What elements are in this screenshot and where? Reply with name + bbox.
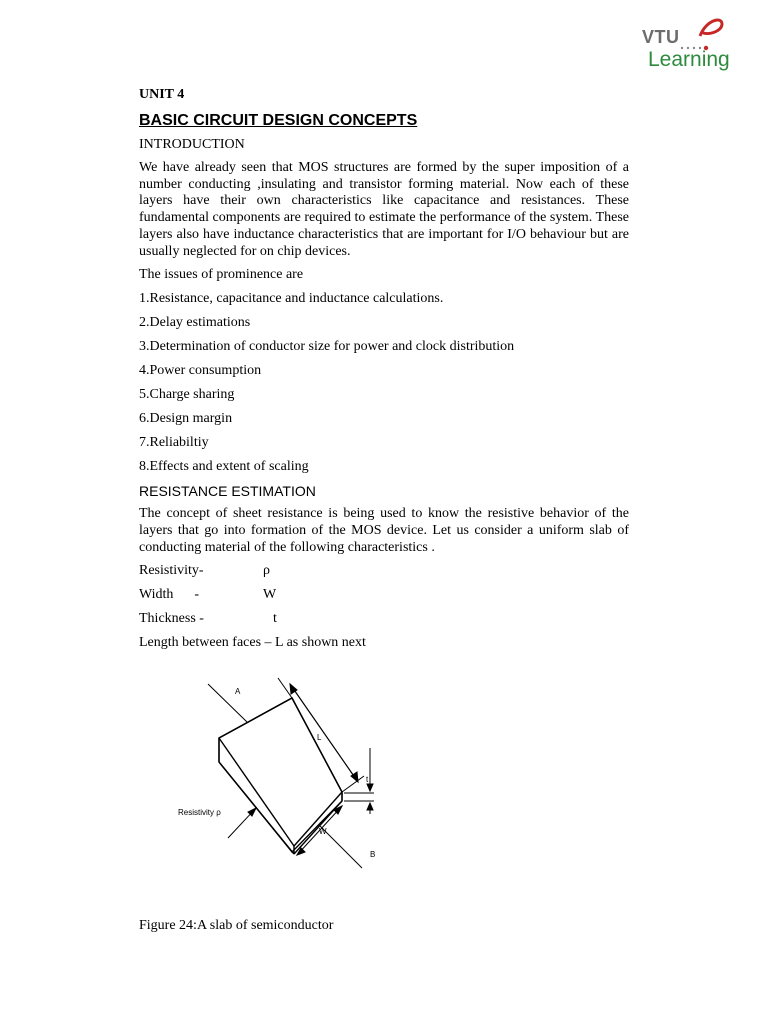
- issue-item: 3.Determination of conductor size for power and clock distribution: [139, 339, 515, 355]
- length-line: Length between faces – L as shown next: [139, 635, 366, 651]
- page-title: BASIC CIRCUIT DESIGN CONCEPTS: [139, 112, 418, 129]
- figure-label-w: W: [319, 827, 327, 836]
- issue-item: 8.Effects and extent of scaling: [139, 459, 309, 475]
- figure-caption: Figure 24:A slab of semiconductor: [139, 918, 334, 933]
- logo-vtu-text: VTU: [642, 27, 680, 47]
- issue-item: 2.Delay estimations: [139, 315, 251, 331]
- property-symbol: ρ: [263, 563, 270, 579]
- issue-item: 1.Resistance, capacitance and inductance calculations.: [139, 291, 444, 307]
- issues-list: [139, 290, 629, 476]
- intro-paragraph: We have already seen that MOS structures are formed by the super imposition of a number conducting ,insulating and transistor forming material. Now each of these layers have their own characteristics like capacitance and resistances. These fundamental components are required to estimate the performance of the system. These layers also have inductance characteristics that are important for I/O behaviour but are usually neglected for on chip devices.: [139, 160, 629, 259]
- vtu-elearning-logo: [638, 10, 738, 74]
- property-symbol: t: [273, 611, 277, 627]
- logo-learning-text: Learning: [648, 48, 730, 71]
- issue-item: 6.Design margin: [139, 411, 233, 427]
- issues-intro: The issues of prominence are: [139, 267, 304, 283]
- property-name: Thickness -: [139, 611, 204, 627]
- figure-label-a: A: [235, 687, 241, 696]
- resistance-paragraph: The concept of sheet resistance is being used to know the resistive behavior of the layers that go into formation of the MOS device. Let us consider a uniform slab of conducting material of the following characteristics .: [139, 506, 629, 555]
- properties-list: [139, 562, 629, 628]
- slab-figure: [172, 674, 392, 874]
- unit-label: UNIT 4: [139, 87, 185, 102]
- property-name: Resistivity-: [139, 563, 204, 579]
- issue-item: 7.Reliabiltiy: [139, 435, 209, 451]
- property-row: [139, 562, 629, 580]
- intro-label: INTRODUCTION: [139, 137, 245, 152]
- property-symbol: W: [263, 587, 277, 603]
- document-page: [139, 86, 629, 652]
- figure-label-resistivity: Resistivity ρ: [178, 808, 221, 817]
- issue-item: 5.Charge sharing: [139, 387, 235, 403]
- issue-item: 4.Power consumption: [139, 363, 262, 379]
- figure-label-t: t: [366, 775, 369, 784]
- figure-label-b: B: [370, 850, 376, 859]
- property-row: [139, 610, 629, 628]
- resistance-heading: RESISTANCE ESTIMATION: [139, 483, 316, 500]
- property-row: [139, 586, 629, 604]
- property-name: Width -: [139, 587, 200, 603]
- figure-label-l: L: [317, 733, 322, 742]
